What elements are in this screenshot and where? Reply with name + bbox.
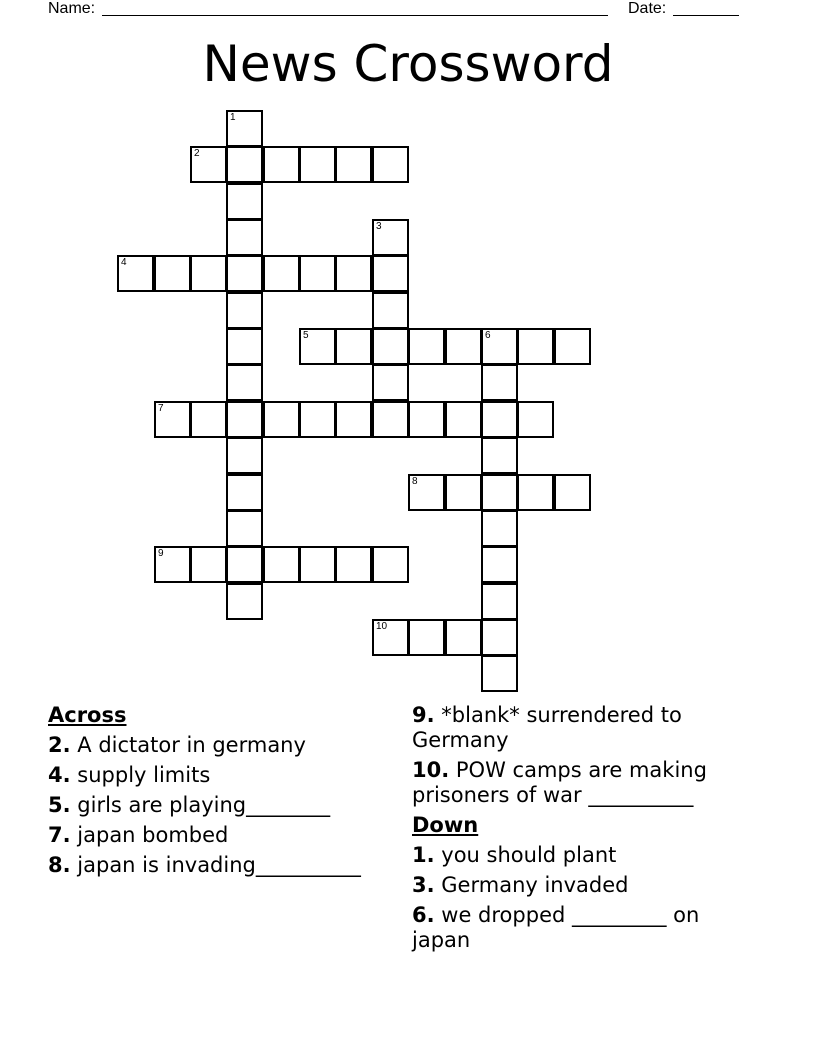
grid-cell[interactable] [445, 619, 482, 656]
grid-cell[interactable] [154, 255, 191, 292]
grid-cell[interactable] [335, 255, 372, 292]
clue-number: 8. [48, 853, 71, 877]
grid-cell[interactable] [408, 619, 445, 656]
clue-across-10 [412, 758, 742, 808]
grid-cell[interactable] [481, 364, 518, 401]
clue-text: A dictator in germany [77, 733, 306, 757]
clue-down-3 [412, 873, 742, 898]
grid-cell[interactable] [372, 619, 409, 656]
grid-cell[interactable] [372, 546, 409, 583]
grid-cell[interactable] [190, 401, 227, 438]
grid-cell[interactable] [226, 364, 263, 401]
grid-cell[interactable] [226, 437, 263, 474]
name-label: Name: [48, 0, 96, 17]
clue-text: japan is invading__________ [77, 853, 361, 877]
clue-number: 5. [48, 793, 71, 817]
clue-across-5 [48, 793, 368, 818]
grid-cell[interactable] [226, 328, 263, 365]
cell-number: 5 [303, 330, 309, 341]
cell-number: 8 [412, 476, 418, 487]
grid-cell[interactable] [372, 364, 409, 401]
clue-text: supply limits [77, 763, 211, 787]
cell-number: 10 [376, 621, 388, 632]
grid-cell[interactable] [117, 255, 154, 292]
grid-cell[interactable] [481, 546, 518, 583]
grid-cell[interactable] [408, 328, 445, 365]
grid-cell[interactable] [299, 146, 336, 183]
clue-text: Germany invaded [441, 873, 629, 897]
grid-cell[interactable] [335, 546, 372, 583]
grid-cell[interactable] [445, 401, 482, 438]
cell-number: 1 [230, 112, 236, 123]
grid-cell[interactable] [554, 474, 591, 511]
clue-number: 3. [412, 873, 435, 897]
clue-across-4 [48, 763, 368, 788]
across-heading: Across [48, 703, 127, 727]
grid-cell[interactable] [445, 474, 482, 511]
grid-cell[interactable] [481, 437, 518, 474]
grid-cell[interactable] [263, 401, 300, 438]
grid-cell[interactable] [408, 474, 445, 511]
clue-number: 2. [48, 733, 71, 757]
clue-number: 9. [412, 703, 435, 727]
clue-text: girls are playing________ [77, 793, 331, 817]
grid-cell[interactable] [226, 401, 263, 438]
grid-cell[interactable] [190, 146, 227, 183]
grid-cell[interactable] [372, 401, 409, 438]
grid-cell[interactable] [554, 328, 591, 365]
grid-cell[interactable] [481, 474, 518, 511]
page-title: News Crossword [202, 35, 614, 93]
grid-cell[interactable] [226, 146, 263, 183]
grid-cell[interactable] [299, 328, 336, 365]
grid-cell[interactable] [226, 219, 263, 256]
grid-cell[interactable] [299, 546, 336, 583]
grid-cell[interactable] [263, 255, 300, 292]
grid-cell[interactable] [226, 292, 263, 329]
grid-cell[interactable] [481, 619, 518, 656]
date-label: Date: [628, 0, 667, 17]
clues-column-right [412, 703, 742, 958]
clue-text: *blank* surrendered to Germany [412, 703, 682, 752]
clue-text: we dropped _________ on japan [412, 903, 700, 952]
clue-across-7 [48, 823, 368, 848]
clue-number: 10. [412, 758, 450, 782]
grid-cell[interactable] [226, 255, 263, 292]
grid-cell[interactable] [517, 328, 554, 365]
clue-number: 1. [412, 843, 435, 867]
clue-number: 6. [412, 903, 435, 927]
grid-cell[interactable] [335, 146, 372, 183]
grid-cell[interactable] [481, 328, 518, 365]
grid-cell[interactable] [226, 583, 263, 620]
grid-cell[interactable] [481, 510, 518, 547]
cell-number: 2 [194, 148, 200, 159]
clues-column-left [48, 703, 368, 883]
grid-cell[interactable] [372, 255, 409, 292]
grid-cell[interactable] [299, 255, 336, 292]
clue-down-6 [412, 903, 742, 953]
grid-cell[interactable] [226, 110, 263, 147]
grid-cell[interactable] [372, 292, 409, 329]
grid-cell[interactable] [372, 146, 409, 183]
clue-down-1 [412, 843, 742, 868]
grid-cell[interactable] [372, 219, 409, 256]
clue-across-2 [48, 733, 368, 758]
clue-across-8 [48, 853, 368, 878]
grid-cell[interactable] [190, 546, 227, 583]
grid-cell[interactable] [226, 546, 263, 583]
grid-cell[interactable] [517, 474, 554, 511]
grid-cell[interactable] [263, 546, 300, 583]
clue-text: POW camps are making prisoners of war __________ [412, 758, 707, 807]
grid-cell[interactable] [263, 146, 300, 183]
grid-cell[interactable] [226, 510, 263, 547]
clue-number: 7. [48, 823, 71, 847]
grid-cell[interactable] [154, 401, 191, 438]
clue-across-9 [412, 703, 742, 753]
grid-cell[interactable] [190, 255, 227, 292]
grid-cell[interactable] [481, 583, 518, 620]
clue-text: japan bombed [77, 823, 229, 847]
cell-number: 6 [485, 330, 491, 341]
grid-cell[interactable] [154, 546, 191, 583]
clue-text: you should plant [441, 843, 617, 867]
grid-cell[interactable] [335, 328, 372, 365]
cell-number: 7 [158, 403, 164, 414]
grid-cell[interactable] [372, 328, 409, 365]
grid-cell[interactable] [481, 401, 518, 438]
grid-cell[interactable] [226, 474, 263, 511]
grid-cell[interactable] [299, 401, 336, 438]
grid-cell[interactable] [517, 401, 554, 438]
grid-cell[interactable] [445, 328, 482, 365]
down-heading: Down [412, 813, 479, 837]
grid-cell[interactable] [481, 655, 518, 692]
grid-cell[interactable] [335, 401, 372, 438]
cell-number: 9 [158, 548, 164, 559]
grid-cell[interactable] [226, 183, 263, 220]
cell-number: 3 [376, 221, 382, 232]
grid-cell[interactable] [408, 401, 445, 438]
clue-number: 4. [48, 763, 71, 787]
cell-number: 4 [121, 257, 127, 268]
